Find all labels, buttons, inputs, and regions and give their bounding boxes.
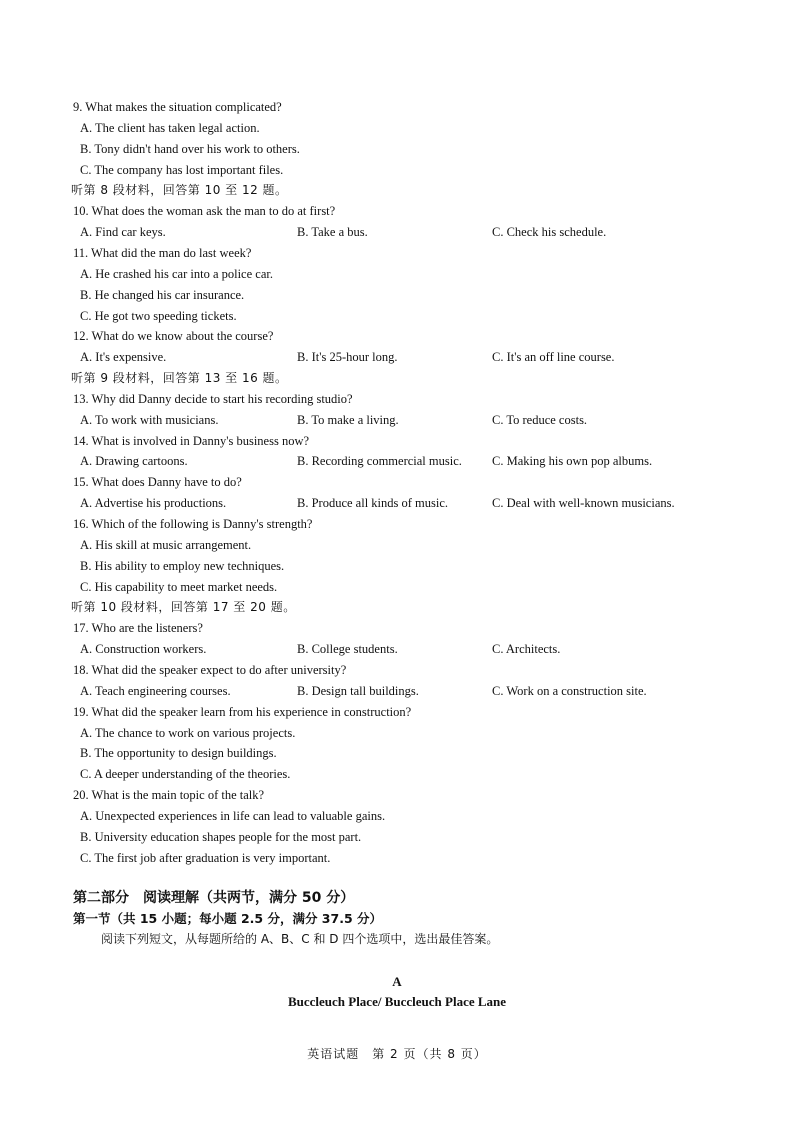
answer-option: C. A deeper understanding of the theories. (80, 767, 291, 782)
question-stem: 17. Who are the listeners? (73, 621, 203, 636)
section-instruction: 听第 9 段材料，回答第 13 至 16 题。 (71, 371, 288, 386)
answer-option: C. He got two speeding tickets. (80, 308, 237, 323)
answer-option: B. He changed his car insurance. (80, 287, 245, 302)
section-instruction: 听第 8 段材料，回答第 10 至 12 题。 (71, 183, 288, 198)
section-instruction: 听第 10 段材料，回答第 17 至 20 题。 (71, 600, 296, 615)
answer-option: C. The first job after graduation is very important. (80, 850, 331, 865)
passage-letter: A (392, 974, 402, 989)
answer-option: C. Deal with well-known musicians. (492, 496, 675, 511)
answer-option: C. Making his own pop albums. (492, 454, 653, 469)
question-stem: 13. Why did Danny decide to start his recording studio? (73, 391, 353, 406)
question-stem: 11. What did the man do last week? (73, 245, 252, 260)
section1-heading: 第一节（共 15 小题；每小题 2.5 分，满分 37.5 分） (73, 911, 382, 926)
answer-option: A. It's expensive. (80, 350, 167, 365)
answer-option: C. His capability to meet market needs. (80, 579, 278, 594)
question-stem: 15. What does Danny have to do? (73, 475, 242, 490)
answer-option: C. Check his schedule. (492, 225, 607, 240)
question-stem: 9. What makes the situation complicated? (73, 100, 282, 114)
answer-option: C. It's an off line course. (492, 350, 615, 365)
answer-option: A. Advertise his productions. (80, 496, 227, 511)
answer-option: A. Unexpected experiences in life can lead to valuable gains. (80, 808, 386, 823)
question-stem: 19. What did the speaker learn from his experience in construction? (73, 704, 412, 719)
question-stem: 18. What did the speaker expect to do after university? (73, 662, 347, 677)
answer-option: A. His skill at music arrangement. (80, 537, 252, 552)
answer-option: A. Construction workers. (80, 642, 207, 657)
question-stem: 10. What does the woman ask the man to do at first? (73, 204, 336, 219)
answer-option: B. Design tall buildings. (297, 683, 419, 698)
answer-option: B. To make a living. (297, 412, 399, 427)
answer-option: C. Work on a construction site. (492, 683, 647, 698)
answer-option: A. He crashed his car into a police car. (80, 266, 273, 281)
answer-option: B. Recording commercial music. (297, 454, 462, 469)
answer-option: A. To work with musicians. (80, 412, 219, 427)
passage-title: Buccleuch Place/ Buccleuch Place Lane (287, 994, 507, 1009)
answer-option: C. Architects. (492, 642, 561, 657)
page-footer: 英语试题 第 2 页（共 8 页） (307, 1047, 487, 1061)
question-stem: 14. What is involved in Danny's business now? (73, 433, 310, 448)
answer-option: B. It's 25-hour long. (297, 350, 398, 365)
answer-option: B. Take a bus. (297, 225, 368, 240)
reading-instruction: 阅读下列短文，从每题所给的 A、B、C 和 D 四个选项中，选出最佳答案。 (101, 932, 499, 946)
answer-option: C. To reduce costs. (492, 412, 588, 427)
answer-option: A. Drawing cartoons. (80, 454, 188, 469)
answer-option: B. The opportunity to design buildings. (80, 746, 277, 761)
question-stem: 20. What is the main topic of the talk? (73, 788, 265, 803)
answer-option: B. Tony didn't hand over his work to others. (80, 141, 300, 156)
answer-option: A. The client has taken legal action. (80, 120, 260, 135)
answer-option: B. College students. (297, 642, 398, 657)
answer-option: A. Find car keys. (80, 225, 166, 240)
question-stem: 16. Which of the following is Danny's strength? (73, 517, 313, 531)
answer-option: A. The chance to work on various projects. (80, 725, 296, 740)
answer-option: B. Produce all kinds of music. (297, 496, 449, 511)
question-stem: 12. What do we know about the course? (73, 329, 274, 344)
answer-option: B. His ability to employ new techniques. (80, 558, 285, 573)
answer-option: C. The company has lost important files. (80, 162, 284, 177)
answer-option: B. University education shapes people for the most part. (80, 829, 362, 844)
part2-title: 第二部分 阅读理解（共两节，满分 50 分） (73, 890, 355, 906)
answer-option: A. Teach engineering courses. (80, 683, 231, 698)
